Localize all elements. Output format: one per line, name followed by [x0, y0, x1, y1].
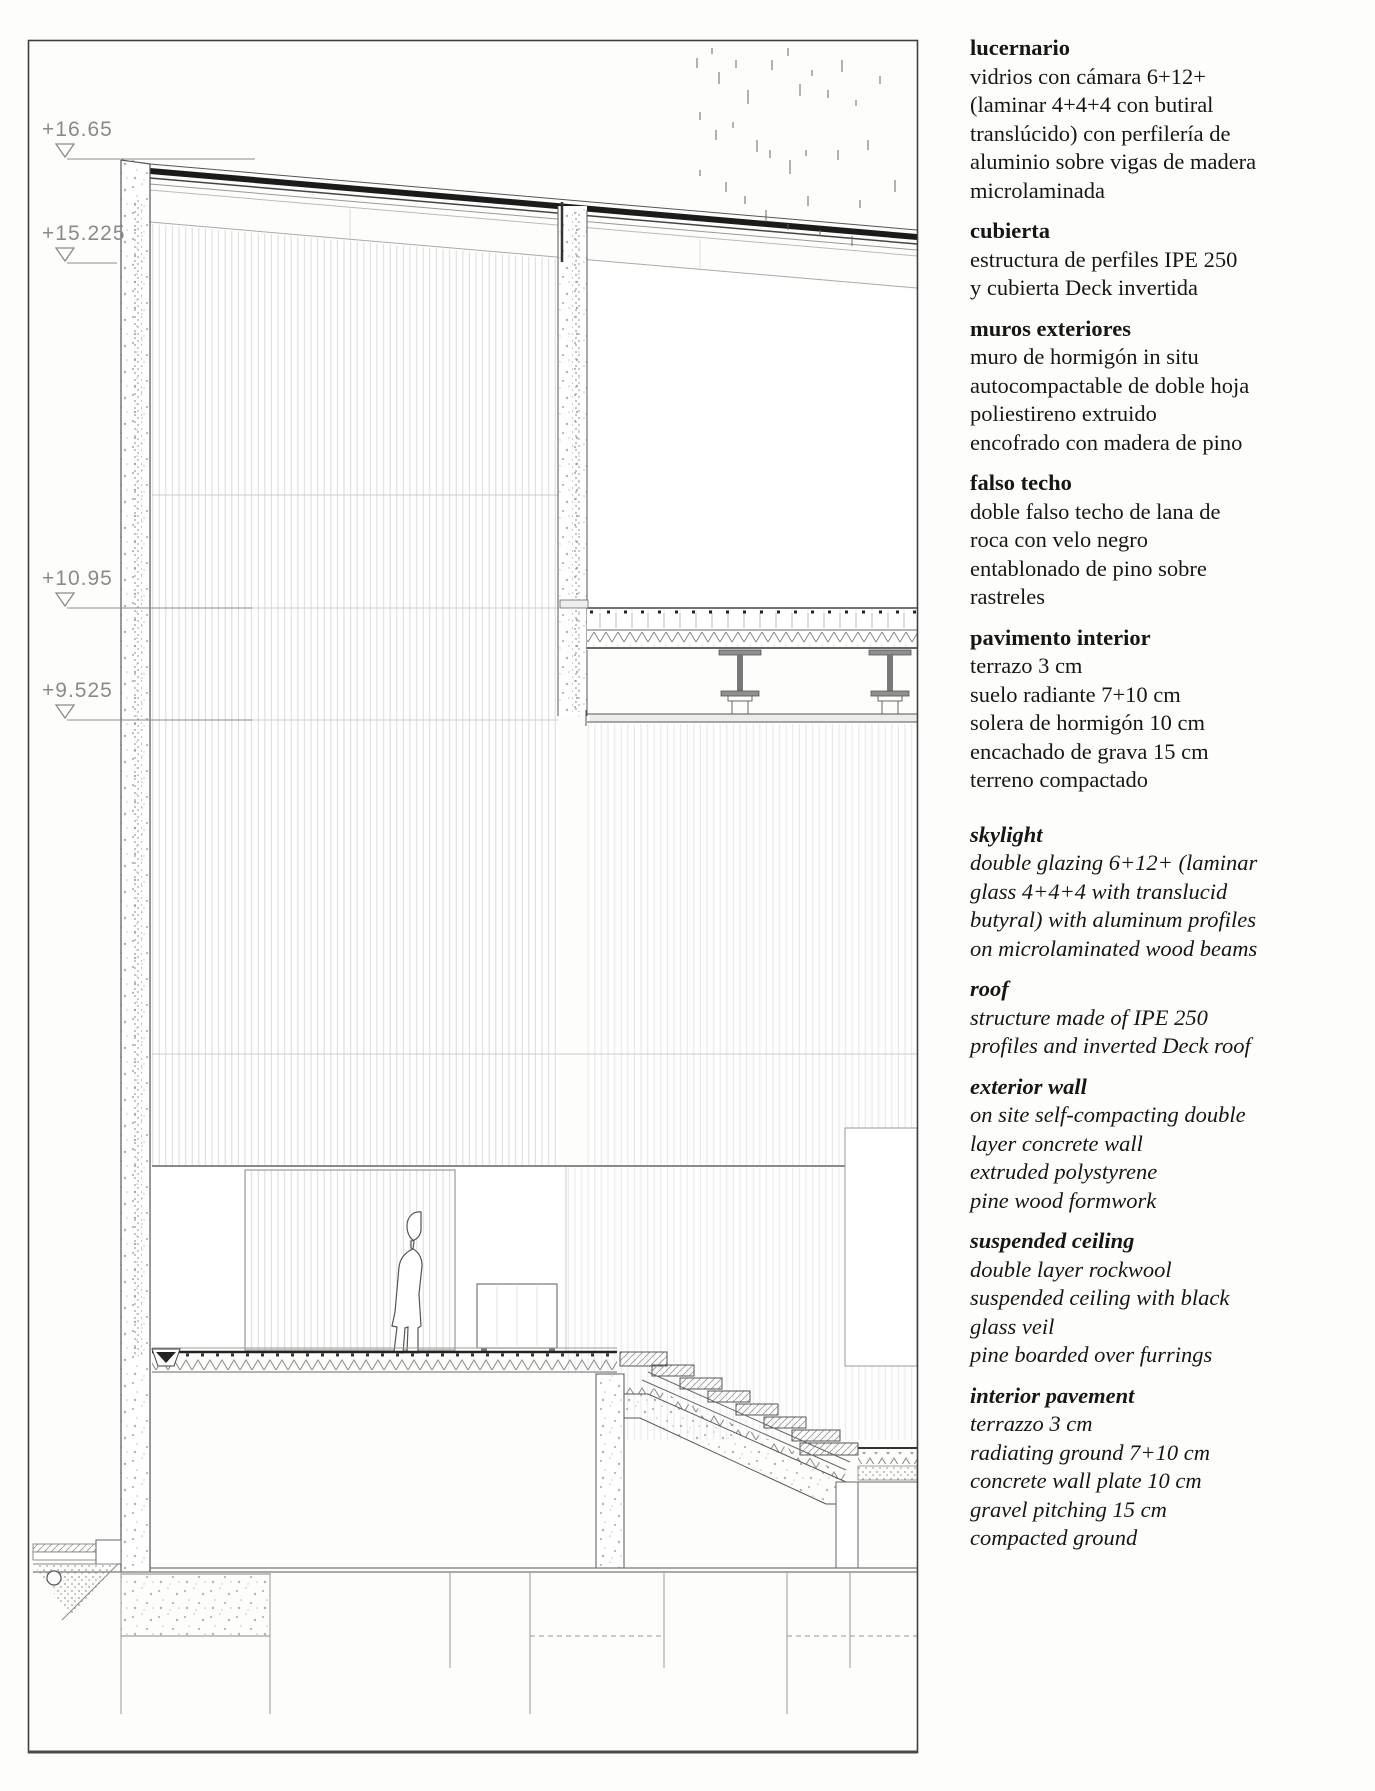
suspended-ceiling	[586, 710, 917, 726]
exterior-above-wing	[587, 261, 917, 606]
notes-english	[970, 821, 1350, 1553]
elevation-marker	[42, 679, 113, 719]
note-line: entablonado de pino sobre	[970, 555, 1207, 581]
note-section-interior-pavement	[970, 1382, 1350, 1553]
note-line: profiles and inverted Deck roof	[970, 1033, 1251, 1058]
wing-deck-roof	[560, 600, 917, 650]
note-line: poliestireno extruido	[970, 401, 1157, 426]
middle-wall	[558, 202, 587, 716]
note-section-roof	[970, 975, 1350, 1061]
note-line: (laminar 4+4+4 con butiral	[970, 92, 1214, 117]
note-section-exterior-wall	[970, 1073, 1350, 1216]
door-panel	[845, 1128, 917, 1366]
elevation-marker	[42, 567, 113, 607]
note-line: on microlaminated wood beams	[970, 935, 1258, 961]
note-line: terrazo 3 cm	[970, 653, 1083, 678]
elevation-triangle-icon	[55, 247, 75, 262]
note-line: y cubierta Deck invertida	[970, 275, 1199, 300]
note-section-pavimento-interior	[970, 624, 1350, 795]
note-line: terrazzo 3 cm	[970, 1411, 1093, 1436]
elevation-triangle-icon	[55, 704, 75, 719]
note-section-muros-exteriores	[970, 315, 1350, 458]
note-line: estructura de perfiles IPE 250	[970, 246, 1238, 272]
exterior-wall	[121, 160, 150, 1572]
note-title: pavimento interior	[970, 624, 1151, 650]
note-line: encachado de grava 15 cm	[970, 738, 1209, 764]
note-line: terreno compactado	[970, 767, 1149, 792]
note-section-lucernario	[970, 34, 1350, 205]
note-line: aluminio sobre vigas de madera	[970, 149, 1257, 174]
note-line: vidrios con cámara 6+12+	[970, 63, 1206, 89]
note-line: on site self-compacting double	[970, 1102, 1246, 1127]
elevation-triangle-icon	[55, 143, 75, 158]
note-line: layer concrete wall	[970, 1130, 1143, 1156]
note-line: suelo radiante 7+10 cm	[970, 681, 1181, 707]
tick-marks	[697, 48, 895, 246]
note-line: glass 4+4+4 with translucid	[970, 878, 1228, 904]
note-line: radiating ground 7+10 cm	[970, 1439, 1210, 1465]
note-line: extruded polystyrene	[970, 1159, 1158, 1184]
annotation-column	[970, 34, 1350, 1553]
elevation-marker	[42, 222, 126, 262]
note-line: translúcido) con perfilería de	[970, 120, 1231, 146]
note-line: doble falso techo de lana de	[970, 498, 1221, 524]
elevation-triangle-icon	[55, 592, 75, 607]
note-line: gravel pitching 15 cm	[970, 1496, 1167, 1522]
note-title: muros exteriores	[970, 315, 1131, 341]
note-line: butyral) with aluminum profiles	[970, 907, 1257, 932]
ipe-beam	[719, 650, 761, 714]
elevation-label: +10.95	[42, 567, 113, 590]
note-section-cubierta	[970, 217, 1350, 303]
hall-floor	[152, 1348, 617, 1372]
note-line: autocompactable de doble hoja	[970, 372, 1250, 398]
note-line: suspended ceiling with black	[970, 1285, 1230, 1310]
note-title: lucernario	[970, 35, 1070, 60]
wing-lower-wall	[836, 1482, 858, 1568]
note-line: pine wood formwork	[970, 1187, 1157, 1213]
elevation-label: +9.525	[42, 679, 113, 702]
foundations	[33, 1568, 917, 1714]
note-line: encofrado con madera de pino	[970, 429, 1243, 455]
note-title: exterior wall	[970, 1073, 1087, 1099]
elevation-label: +15.225	[42, 222, 126, 245]
cabinet	[477, 1284, 557, 1352]
note-section-suspended-ceiling	[970, 1227, 1350, 1370]
exterior-grade	[33, 1540, 121, 1620]
note-title: suspended ceiling	[970, 1228, 1135, 1253]
note-line: rastreles	[970, 584, 1045, 609]
note-line: concrete wall plate 10 cm	[970, 1468, 1202, 1493]
note-title: skylight	[970, 821, 1043, 847]
note-section-skylight	[970, 821, 1350, 964]
note-line: double glazing 6+12+ (laminar	[970, 850, 1258, 875]
note-line: roca con velo negro	[970, 527, 1149, 552]
understair-wall	[596, 1374, 624, 1568]
wing-floor	[858, 1448, 917, 1482]
plank-panel	[245, 1170, 455, 1350]
note-line: structure made of IPE 250	[970, 1004, 1208, 1030]
notes-spanish	[970, 34, 1350, 795]
note-line: pine boarded over furrings	[970, 1342, 1213, 1367]
note-line: compacted ground	[970, 1525, 1138, 1550]
note-line: muro de hormigón in situ	[970, 344, 1199, 369]
note-title: falso techo	[970, 470, 1072, 495]
note-line: glass veil	[970, 1313, 1055, 1339]
note-title: cubierta	[970, 218, 1050, 243]
note-section-falso-techo	[970, 469, 1350, 612]
note-title: interior pavement	[970, 1382, 1135, 1408]
note-line: double layer rockwool	[970, 1256, 1172, 1282]
note-line: solera de hormigón 10 cm	[970, 710, 1205, 735]
note-line: microlaminada	[970, 177, 1105, 203]
ipe-beam	[869, 650, 911, 714]
note-title: roof	[970, 976, 1009, 1001]
elevation-marker	[42, 118, 113, 158]
elevation-label: +16.65	[42, 118, 113, 141]
